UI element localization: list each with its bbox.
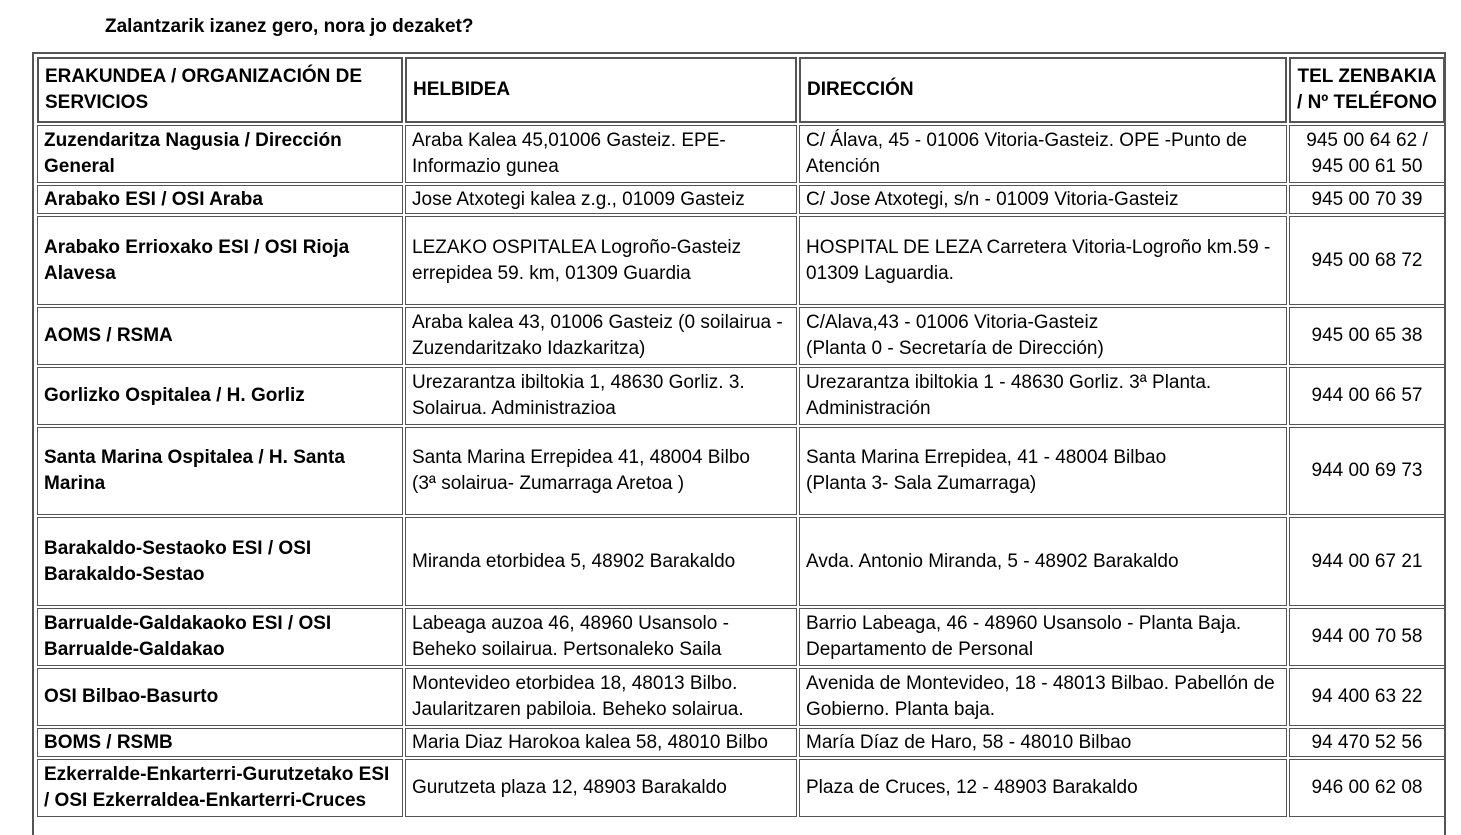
org-cell: Arabako ESI / OSI Araba (37, 185, 403, 214)
direccion-cell: Barrio Labeaga, 46 - 48960 Usansolo - Planta Baja. Departamento de Personal (799, 608, 1287, 666)
tel-cell: 946 00 62 08 (1289, 759, 1445, 817)
table-row (37, 608, 1445, 666)
header-helbidea: HELBIDEA (405, 57, 797, 123)
table-row (37, 216, 1445, 305)
helbidea-cell: Montevideo etorbidea 18, 48013 Bilbo. Jaularitzaren pabiloia. Beheko solairua. (405, 668, 797, 726)
helbidea-cell: Santa Marina Errepidea 41, 48004 Bilbo (3ª solairua- Zumarraga Aretoa ) (405, 427, 797, 515)
table-row (37, 307, 1445, 365)
header-row (37, 57, 1445, 123)
table-row (37, 728, 1445, 757)
contact-table (35, 55, 1447, 819)
direccion-cell: María Díaz de Haro, 58 - 48010 Bilbao (799, 728, 1287, 757)
direccion-cell: C/Alava,43 - 01006 Vitoria-Gasteiz (Planta 0 - Secretaría de Dirección) (799, 307, 1287, 365)
tel-cell: 945 00 65 38 (1289, 307, 1445, 365)
tel-cell: 944 00 66 57 (1289, 367, 1445, 425)
org-cell: BOMS / RSMB (37, 728, 403, 757)
org-cell: AOMS / RSMA (37, 307, 403, 365)
helbidea-cell: Urezarantza ibiltokia 1, 48630 Gorliz. 3. Solairua. Administrazioa (405, 367, 797, 425)
direccion-cell: Santa Marina Errepidea, 41 - 48004 Bilbao (Planta 3- Sala Zumarraga) (799, 427, 1287, 515)
helbidea-cell: Gurutzeta plaza 12, 48903 Barakaldo (405, 759, 797, 817)
helbidea-cell: Jose Atxotegi kalea z.g., 01009 Gasteiz (405, 185, 797, 214)
direccion-cell: HOSPITAL DE LEZA Carretera Vitoria-Logroño km.59 - 01309 Laguardia. (799, 216, 1287, 305)
helbidea-cell: Miranda etorbidea 5, 48902 Barakaldo (405, 517, 797, 606)
org-cell: Barrualde-Galdakaoko ESI / OSI Barrualde-Galdakao (37, 608, 403, 666)
table-row (37, 668, 1445, 726)
helbidea-cell: Araba kalea 43, 01006 Gasteiz (0 soilairua - Zuzendaritzako Idazkaritza) (405, 307, 797, 365)
table-row (37, 367, 1445, 425)
page-heading: Zalantzarik izanez gero, nora jo dezaket? (105, 16, 474, 37)
helbidea-cell: Maria Diaz Harokoa kalea 58, 48010 Bilbo (405, 728, 797, 757)
header-tel: TEL ZENBAKIA / Nº TELÉFONO (1289, 57, 1445, 123)
header-direccion: DIRECCIÓN (799, 57, 1287, 123)
org-cell: Barakaldo-Sestaoko ESI / OSI Barakaldo-Sestao (37, 517, 403, 606)
direccion-cell: Avda. Antonio Miranda, 5 - 48902 Barakaldo (799, 517, 1287, 606)
direccion-cell: C/ Jose Atxotegi, s/n - 01009 Vitoria-Gasteiz (799, 185, 1287, 214)
org-cell: Gorlizko Ospitalea / H. Gorliz (37, 367, 403, 425)
helbidea-cell: Araba Kalea 45,01006 Gasteiz. EPE- Informazio gunea (405, 125, 797, 183)
tel-cell: 945 00 64 62 / 945 00 61 50 (1289, 125, 1445, 183)
tel-cell: 945 00 70 39 (1289, 185, 1445, 214)
direccion-cell: Plaza de Cruces, 12 - 48903 Barakaldo (799, 759, 1287, 817)
tel-cell: 94 400 63 22 (1289, 668, 1445, 726)
table-row (37, 517, 1445, 606)
tel-cell: 944 00 69 73 (1289, 427, 1445, 515)
org-cell: Ezkerralde-Enkarterri-Gurutzetako ESI / OSI Ezkerraldea-Enkarterri-Cruces (37, 759, 403, 817)
table-row (37, 125, 1445, 183)
direccion-cell: C/ Álava, 45 - 01006 Vitoria-Gasteiz. OPE -Punto de Atención (799, 125, 1287, 183)
tel-cell: 94 470 52 56 (1289, 728, 1445, 757)
org-cell: Santa Marina Ospitalea / H. Santa Marina (37, 427, 403, 515)
tel-cell: 945 00 68 72 (1289, 216, 1445, 305)
org-cell: OSI Bilbao-Basurto (37, 668, 403, 726)
tel-cell: 944 00 70 58 (1289, 608, 1445, 666)
header-org: ERAKUNDEA / ORGANIZACIÓN DE SERVICIOS (37, 57, 403, 123)
table-row (37, 427, 1445, 515)
org-cell: Arabako Errioxako ESI / OSI Rioja Alavesa (37, 216, 403, 305)
table-row (37, 185, 1445, 214)
direccion-cell: Avenida de Montevideo, 18 - 48013 Bilbao. Pabellón de Gobierno. Planta baja. (799, 668, 1287, 726)
helbidea-cell: LEZAKO OSPITALEA Logroño-Gasteiz errepidea 59. km, 01309 Guardia (405, 216, 797, 305)
tel-cell: 944 00 67 21 (1289, 517, 1445, 606)
org-cell: Zuzendaritza Nagusia / Dirección General (37, 125, 403, 183)
direccion-cell: Urezarantza ibiltokia 1 - 48630 Gorliz. 3ª Planta. Administración (799, 367, 1287, 425)
helbidea-cell: Labeaga auzoa 46, 48960 Usansolo - Beheko soilairua. Pertsonaleko Saila (405, 608, 797, 666)
table-row (37, 759, 1445, 817)
